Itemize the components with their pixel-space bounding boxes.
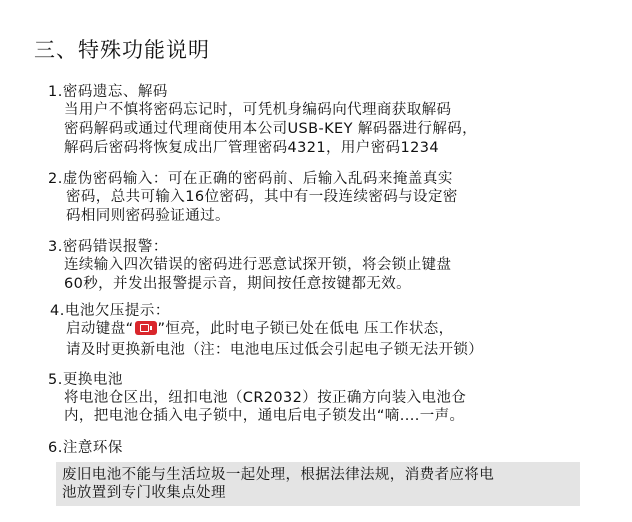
environment-note-box [56, 462, 580, 506]
battery-icon [135, 321, 157, 335]
section-1-line-1: 当用户不慎将密码忘记时，可凭机身编码向代理商获取解码 [64, 102, 452, 118]
section-5-line-1: 将电池仓区出，纽扣电池（CR2032）按正确方向装入电池仓 [64, 390, 467, 406]
section-6-heading: 6.注意环保 [48, 440, 123, 456]
section-2-line-2: 码相同则密码验证通过。 [66, 208, 230, 224]
section-3-heading: 3.密码错误报警： [48, 239, 168, 255]
section-1-heading: 1.密码遗忘、解码 [48, 84, 168, 100]
section-4-line-1-after: ”恒亮，此时电子锁已处在低电 压工作状态， [157, 321, 454, 337]
section-5-heading: 5.更换电池 [48, 372, 123, 388]
section-2-heading: 2.虚伪密码输入：可在正确的密码前、后输入乱码来掩盖真实 [48, 171, 453, 187]
section-2-line-1: 密码，总共可输入16位密码，其中有一段连续密码与设定密 [66, 189, 458, 205]
section-4-line-1-before: 启动键盘“ [66, 321, 134, 337]
section-1-line-3: 解码后密码将恢复成出厂管理密码4321，用户密码1234 [64, 140, 440, 156]
section-5-line-2: 内，把电池仓插入电子锁中，通电后电子锁发出“嘀....一声。 [64, 408, 465, 424]
page-title: 三、特殊功能说明 [34, 38, 210, 62]
section-3-line-1: 连续输入四次错误的密码进行恶意试探开锁，将会锁止键盘 [64, 257, 452, 273]
section-4-line-2: 请及时更换新电池（注：电池电压过低会引起电子锁无法开锁） [66, 342, 484, 358]
section-4-heading: 4.电池欠压提示： [50, 303, 170, 319]
section-3-line-2: 60秒，并发出报警提示音，期间按任意按键都无效。 [64, 276, 412, 292]
section-1-line-2: 密码解码或通过代理商使用本公司USB-KEY 解码器进行解码， [64, 121, 478, 137]
section-6-line-1: 废旧电池不能与生活垃圾一起处理，根据法律法规，消费者应将电 [62, 467, 495, 483]
section-6-line-2: 池放置到专门收集点处理 [62, 485, 226, 501]
section-4-line-1 [66, 320, 454, 338]
